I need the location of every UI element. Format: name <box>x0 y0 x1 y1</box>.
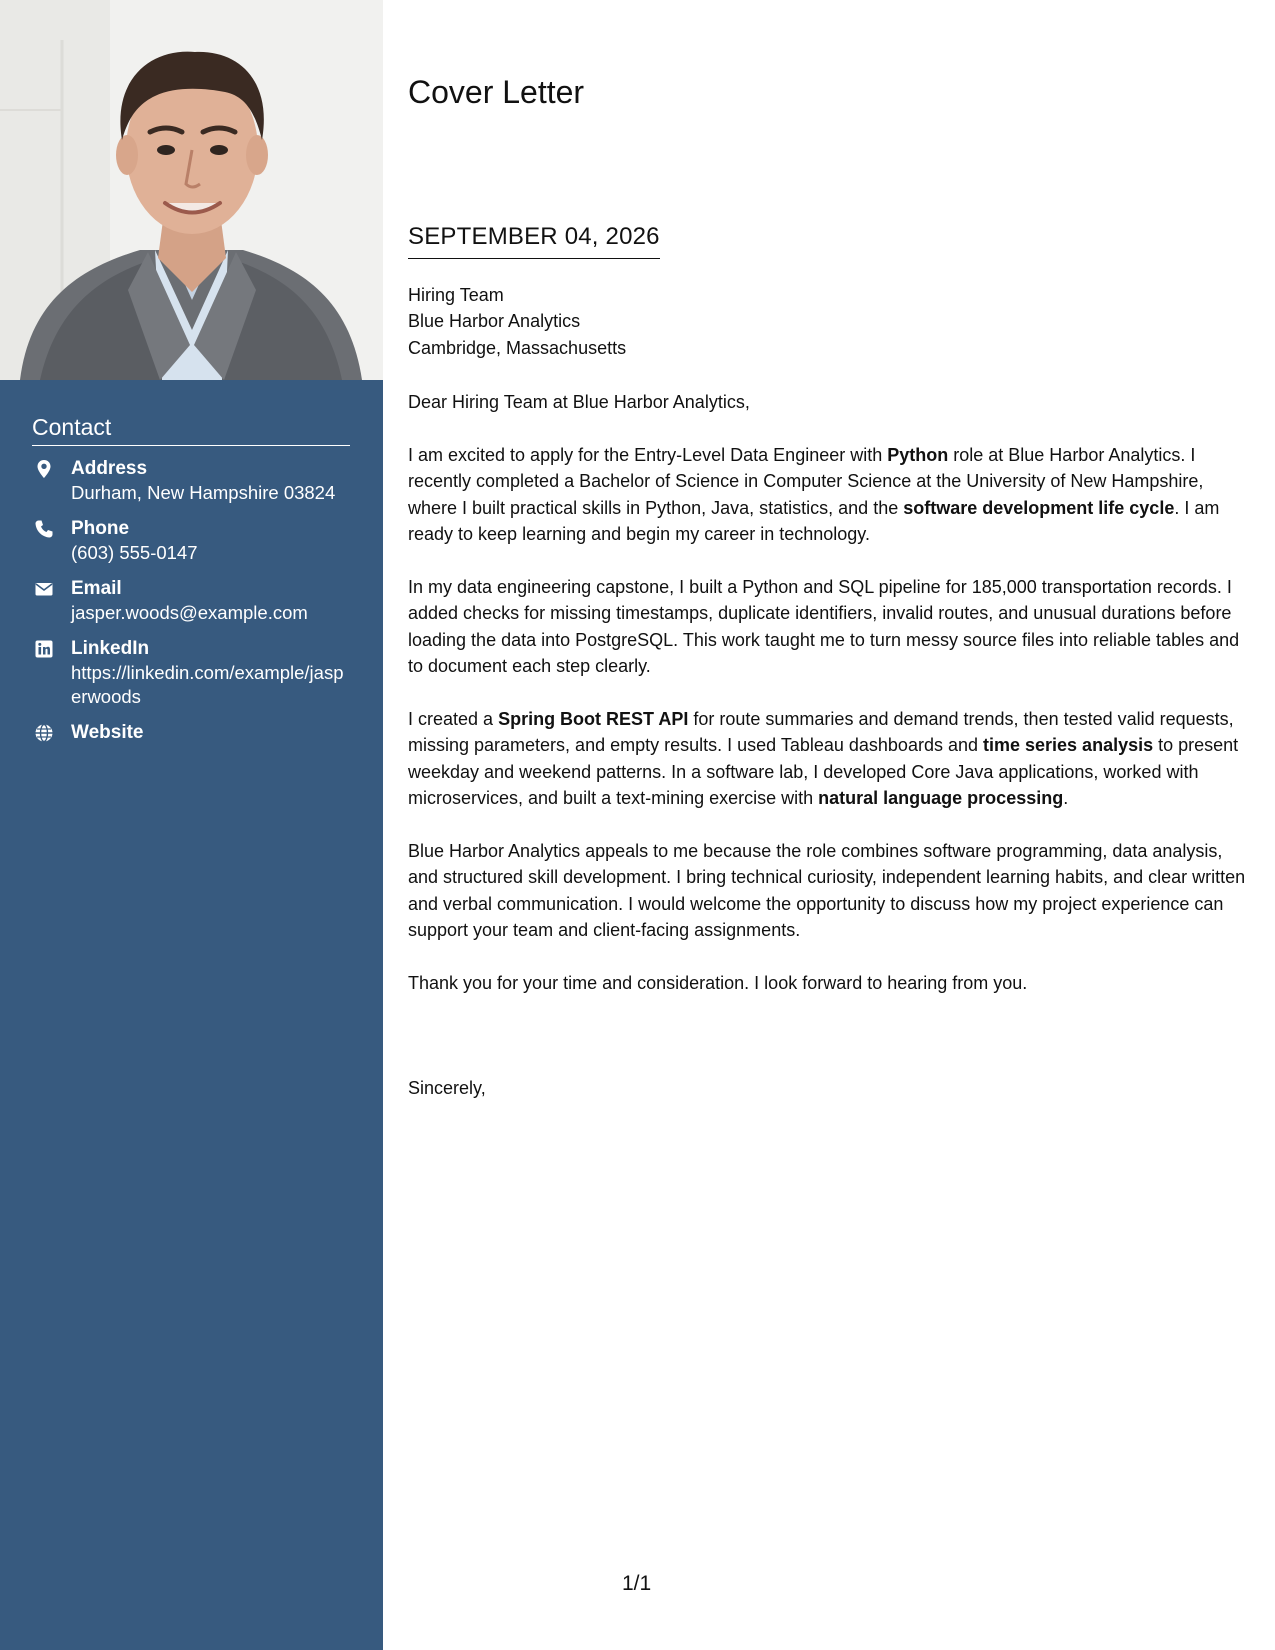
paragraph-projects <box>408 706 1246 812</box>
contact-label: Phone <box>71 518 130 539</box>
bold-keyword: natural language processing <box>818 788 1064 809</box>
sidebar <box>0 0 383 1650</box>
website-link[interactable]: Website <box>71 722 144 743</box>
text-run: I created a <box>408 708 499 729</box>
profile-photo <box>0 0 383 380</box>
salutation: Dear Hiring Team at Blue Harbor Analytics, <box>408 392 750 412</box>
recipient-line: Hiring Team <box>408 285 504 305</box>
paragraph-capstone: In my data engineering capstone, I built a Python and SQL pipeline for 185,000 transportation records. I added checks for missing timestamps, duplicate identifiers, invalid routes, and unusual durations before loading the data into PostgreSQL. This work taught me to turn messy source files into reliable tables and to document each step clearly. <box>408 576 1240 677</box>
letter-body <box>408 389 1246 1023</box>
contact-phone <box>32 517 352 565</box>
contact-label: LinkedIn <box>71 638 150 659</box>
text-run: . I am ready to keep learning and begin my career in technology. <box>408 497 1220 545</box>
globe-icon <box>34 723 54 743</box>
bold-keyword: time series analysis <box>983 735 1154 756</box>
text-run: . <box>1063 788 1069 809</box>
text-run: role at Blue Harbor Analytics. I recently completed a Bachelor of Science in Computer Science at the University of New Hampshire, where I built practical skills in Python, Java, statistics, and the <box>408 444 1204 518</box>
recipient-line: Cambridge, Massachusetts <box>408 337 627 358</box>
page-title: Cover Letter <box>408 74 585 110</box>
text-run: to present weekday and weekend patterns. In a software lab, I developed Core Java applications, worked with microservices, and built a text-mining exercise with <box>408 735 1239 809</box>
phone-icon <box>34 519 54 539</box>
contact-heading: Contact <box>32 413 350 446</box>
paragraph-company-fit: Blue Harbor Analytics appeals to me because the role combines software programming, data analysis, and structured skill development. I bring technical curiosity, independent learning habits, and clear written and verbal communication. I would welcome the opportunity to discuss how my project experience can support your team and client-facing assignments. <box>408 840 1246 941</box>
contact-website <box>32 721 352 745</box>
contact-value: (603) 555-0147 <box>71 542 198 563</box>
contact-label: Email <box>71 578 122 599</box>
contact-value: Durham, New Hampshire 03824 <box>71 482 336 503</box>
linkedin-link[interactable]: https://linkedin.com/example/jasperwoods <box>71 662 344 707</box>
contact-linkedin <box>32 637 352 709</box>
closing: Sincerely, <box>408 1078 486 1098</box>
linkedin-icon <box>34 639 54 659</box>
text-run: for route summaries and demand trends, then tested valid requests, missing parameters, and empty results. I used Tableau dashboards and <box>408 708 1234 756</box>
contact-email <box>32 577 352 625</box>
letter-date: SEPTEMBER 04, 2026 <box>408 222 660 259</box>
recipient-block <box>408 282 626 361</box>
recipient-line: Blue Harbor Analytics <box>408 311 581 332</box>
email-link[interactable]: jasper.woods@example.com <box>71 602 308 623</box>
contact-label: Address <box>71 458 148 479</box>
letter-main <box>408 0 1248 1650</box>
bold-keyword: software development life cycle <box>903 497 1175 518</box>
contact-list <box>32 457 352 757</box>
paragraph-intro <box>408 442 1246 548</box>
contact-address <box>32 457 352 505</box>
text-run: I am excited to apply for the Entry-Level Data Engineer with <box>408 444 888 465</box>
envelope-icon <box>34 579 54 599</box>
bold-keyword: Spring Boot REST API <box>498 708 689 729</box>
map-pin-icon <box>34 459 54 479</box>
paragraph-thanks: Thank you for your time and consideration. I look forward to hearing from you. <box>408 972 1028 993</box>
bold-keyword: Python <box>887 444 949 465</box>
page-number: 1/1 <box>622 1572 652 1595</box>
